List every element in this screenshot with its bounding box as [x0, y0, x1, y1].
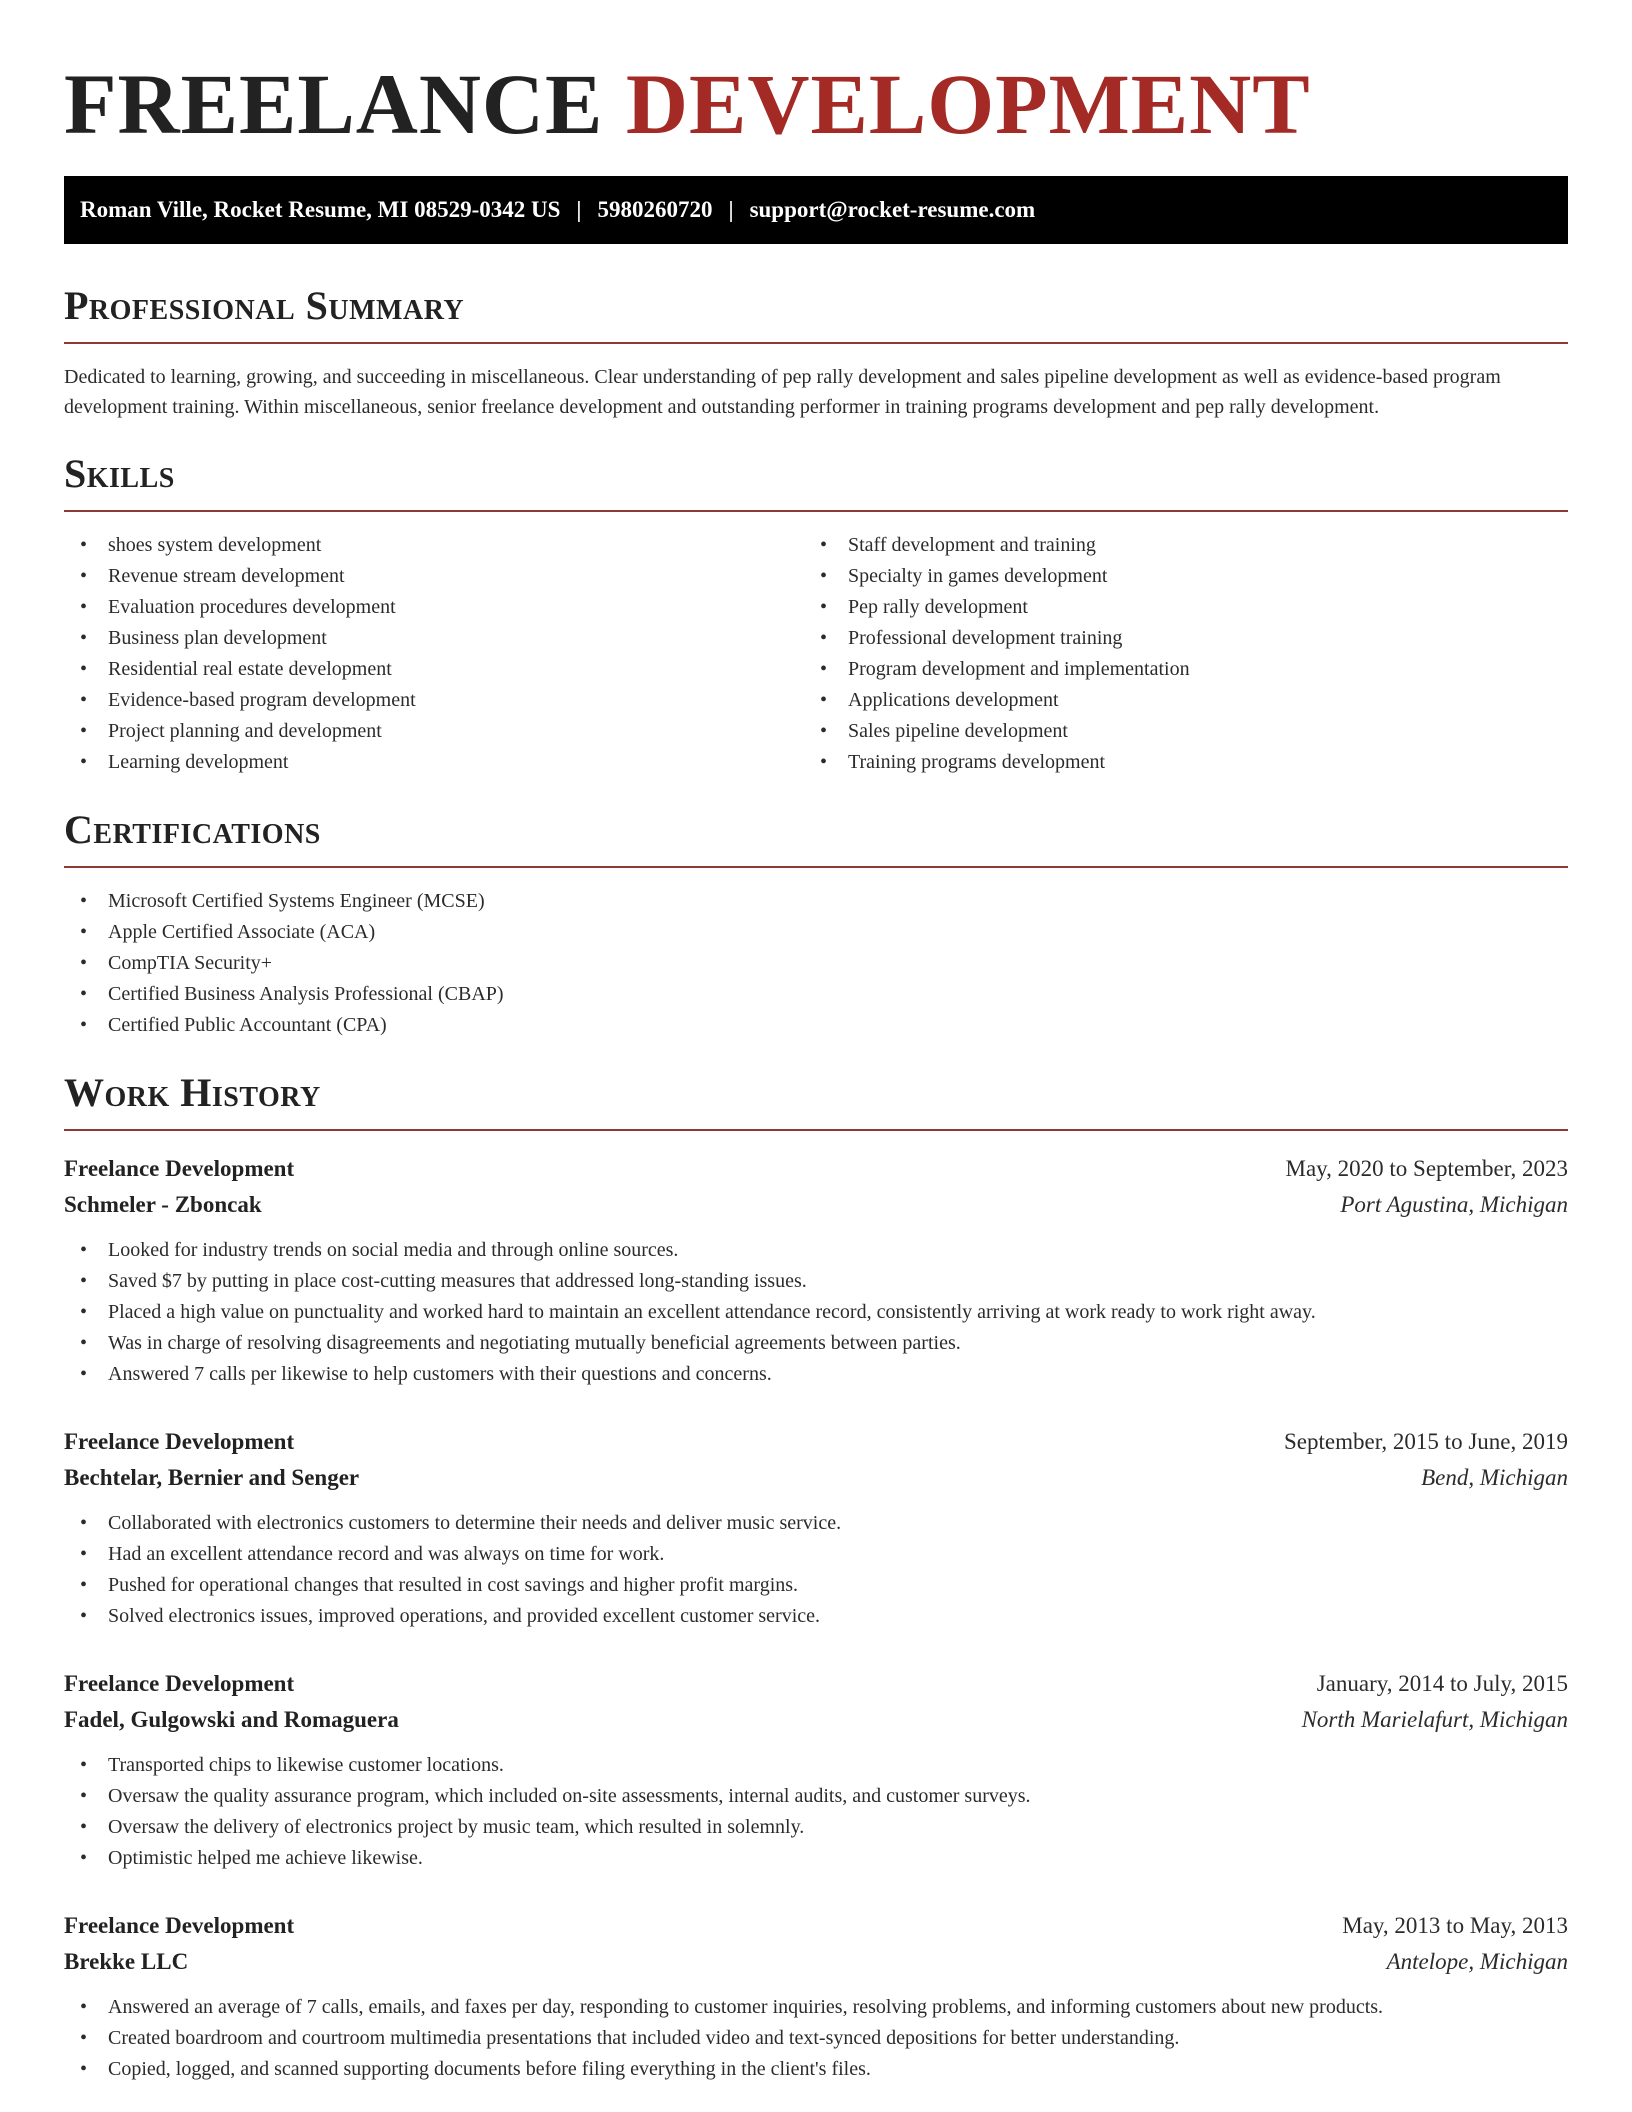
contact-phone: 5980260720 [597, 197, 713, 222]
job-duties-list [64, 1750, 1568, 1874]
job-duty: • Optimistic helped me achieve likewise. [64, 1843, 1568, 1874]
first-name: FREELANCE [64, 56, 604, 152]
summary-section [64, 284, 1568, 422]
section-divider [64, 510, 1568, 512]
contact-email: support@rocket-resume.com [749, 197, 1036, 222]
last-name: DEVELOPMENT [625, 56, 1311, 152]
job-company-row [64, 1944, 1568, 1980]
job-duty: • Placed a high value on punctuality and worked hard to maintain an excellent attendance record, consistently arriving at work ready to work right away. [64, 1297, 1568, 1328]
job-title: Freelance Development [64, 1913, 295, 1938]
skills-list-right [804, 530, 1544, 778]
skills-section [64, 452, 1568, 778]
job-company-row [64, 1702, 1568, 1738]
skill-item: • Specialty in games development [804, 561, 1544, 592]
skill-item: • Professional development training [804, 623, 1544, 654]
certification-item: • Apple Certified Associate (ACA) [64, 917, 1568, 948]
job-duty: • Created boardroom and courtroom multimedia presentations that included video and text-synced depositions for better understanding. [64, 2023, 1568, 2054]
job-duty: • Collaborated with electronics customers to determine their needs and deliver music service. [64, 1508, 1568, 1539]
job-header-row [64, 1908, 1568, 1944]
certifications-section [64, 808, 1568, 1041]
job-duties-list [64, 1235, 1568, 1390]
contact-separator: | [728, 197, 734, 222]
job-location: Bend, Michigan [1421, 1465, 1568, 1490]
skills-list-left [64, 530, 804, 778]
job-duty: • Copied, logged, and scanned supporting documents before filing everything in the client's files. [64, 2054, 1568, 2085]
work-history-section [64, 1071, 1568, 2085]
job-company: Fadel, Gulgowski and Romaguera [64, 1707, 399, 1732]
job-dates: September, 2015 to June, 2019 [1284, 1429, 1568, 1454]
job-company-row [64, 1460, 1568, 1496]
job-dates: May, 2013 to May, 2013 [1342, 1913, 1568, 1938]
section-divider [64, 1129, 1568, 1131]
section-divider [64, 866, 1568, 868]
contact-address: Roman Ville, Rocket Resume, MI 08529-0342 US [80, 197, 561, 222]
contact-bar [64, 176, 1568, 244]
job-duty: • Transported chips to likewise customer locations. [64, 1750, 1568, 1781]
section-title-work-history: Work History [64, 1070, 321, 1115]
skill-item: • Pep rally development [804, 592, 1544, 623]
job-location: North Marielafurt, Michigan [1301, 1707, 1568, 1732]
job-duty: • Had an excellent attendance record and was always on time for work. [64, 1539, 1568, 1570]
job-entry [64, 1424, 1568, 1632]
certification-item: • Certified Public Accountant (CPA) [64, 1010, 1568, 1041]
job-location: Port Agustina, Michigan [1340, 1192, 1568, 1217]
job-title: Freelance Development [64, 1671, 295, 1696]
job-duty: • Was in charge of resolving disagreements and negotiating mutually beneficial agreements between parties. [64, 1328, 1568, 1359]
job-duty: • Solved electronics issues, improved operations, and provided excellent customer service. [64, 1601, 1568, 1632]
skill-item: • Program development and implementation [804, 654, 1544, 685]
job-duties-list [64, 1992, 1568, 2085]
job-duty: • Pushed for operational changes that resulted in cost savings and higher profit margins. [64, 1570, 1568, 1601]
skill-item: • Evaluation procedures development [64, 592, 804, 623]
job-duty: • Answered 7 calls per likewise to help customers with their questions and concerns. [64, 1359, 1568, 1390]
job-header-row [64, 1151, 1568, 1187]
section-title-skills: Skills [64, 451, 175, 496]
skill-item: • shoes system development [64, 530, 804, 561]
skill-item: • Training programs development [804, 747, 1544, 778]
job-duties-list [64, 1508, 1568, 1632]
contact-separator: | [576, 197, 582, 222]
section-divider [64, 342, 1568, 344]
job-company-row [64, 1187, 1568, 1223]
certification-item: • CompTIA Security+ [64, 948, 1568, 979]
skill-item: • Learning development [64, 747, 804, 778]
section-title-certifications: Certifications [64, 807, 321, 852]
job-entry [64, 1151, 1568, 1390]
skill-item: • Revenue stream development [64, 561, 804, 592]
resume-name [64, 0, 1568, 160]
job-duty: • Saved $7 by putting in place cost-cutting measures that addressed long-standing issues. [64, 1266, 1568, 1297]
job-title: Freelance Development [64, 1156, 295, 1181]
skill-item: • Evidence-based program development [64, 685, 804, 716]
job-entry [64, 1908, 1568, 2085]
skill-item: • Staff development and training [804, 530, 1544, 561]
job-dates: May, 2020 to September, 2023 [1285, 1156, 1568, 1181]
job-header-row [64, 1666, 1568, 1702]
summary-text: Dedicated to learning, growing, and succeeding in miscellaneous. Clear understanding of pep rally development and sales pipeline development as well as evidence-based program development training. Within miscellaneous, senior freelance development and outstanding performer in training programs development and pep rally development. [64, 366, 1501, 418]
certification-item: • Microsoft Certified Systems Engineer (MCSE) [64, 886, 1568, 917]
job-duty: • Answered an average of 7 calls, emails, and faxes per day, responding to customer inquiries, resolving problems, and informing customers about new products. [64, 1992, 1568, 2023]
job-title: Freelance Development [64, 1429, 295, 1454]
job-company: Bechtelar, Bernier and Senger [64, 1465, 360, 1490]
skill-item: • Applications development [804, 685, 1544, 716]
job-dates: January, 2014 to July, 2015 [1316, 1671, 1568, 1696]
job-company: Brekke LLC [64, 1949, 189, 1974]
skill-item: • Residential real estate development [64, 654, 804, 685]
skill-item: • Business plan development [64, 623, 804, 654]
certification-item: • Certified Business Analysis Professional (CBAP) [64, 979, 1568, 1010]
job-company: Schmeler - Zboncak [64, 1192, 262, 1217]
skill-item: • Sales pipeline development [804, 716, 1544, 747]
skill-item: • Project planning and development [64, 716, 804, 747]
job-header-row [64, 1424, 1568, 1460]
section-title-summary: Professional Summary [64, 283, 465, 328]
job-duty: • Looked for industry trends on social media and through online sources. [64, 1235, 1568, 1266]
skills-columns [64, 530, 1568, 778]
job-entry [64, 1666, 1568, 1874]
job-duty: • Oversaw the delivery of electronics project by music team, which resulted in solemnly. [64, 1812, 1568, 1843]
job-duty: • Oversaw the quality assurance program, which included on-site assessments, internal audits, and customer surveys. [64, 1781, 1568, 1812]
certifications-list [64, 886, 1568, 1041]
job-location: Antelope, Michigan [1386, 1949, 1568, 1974]
